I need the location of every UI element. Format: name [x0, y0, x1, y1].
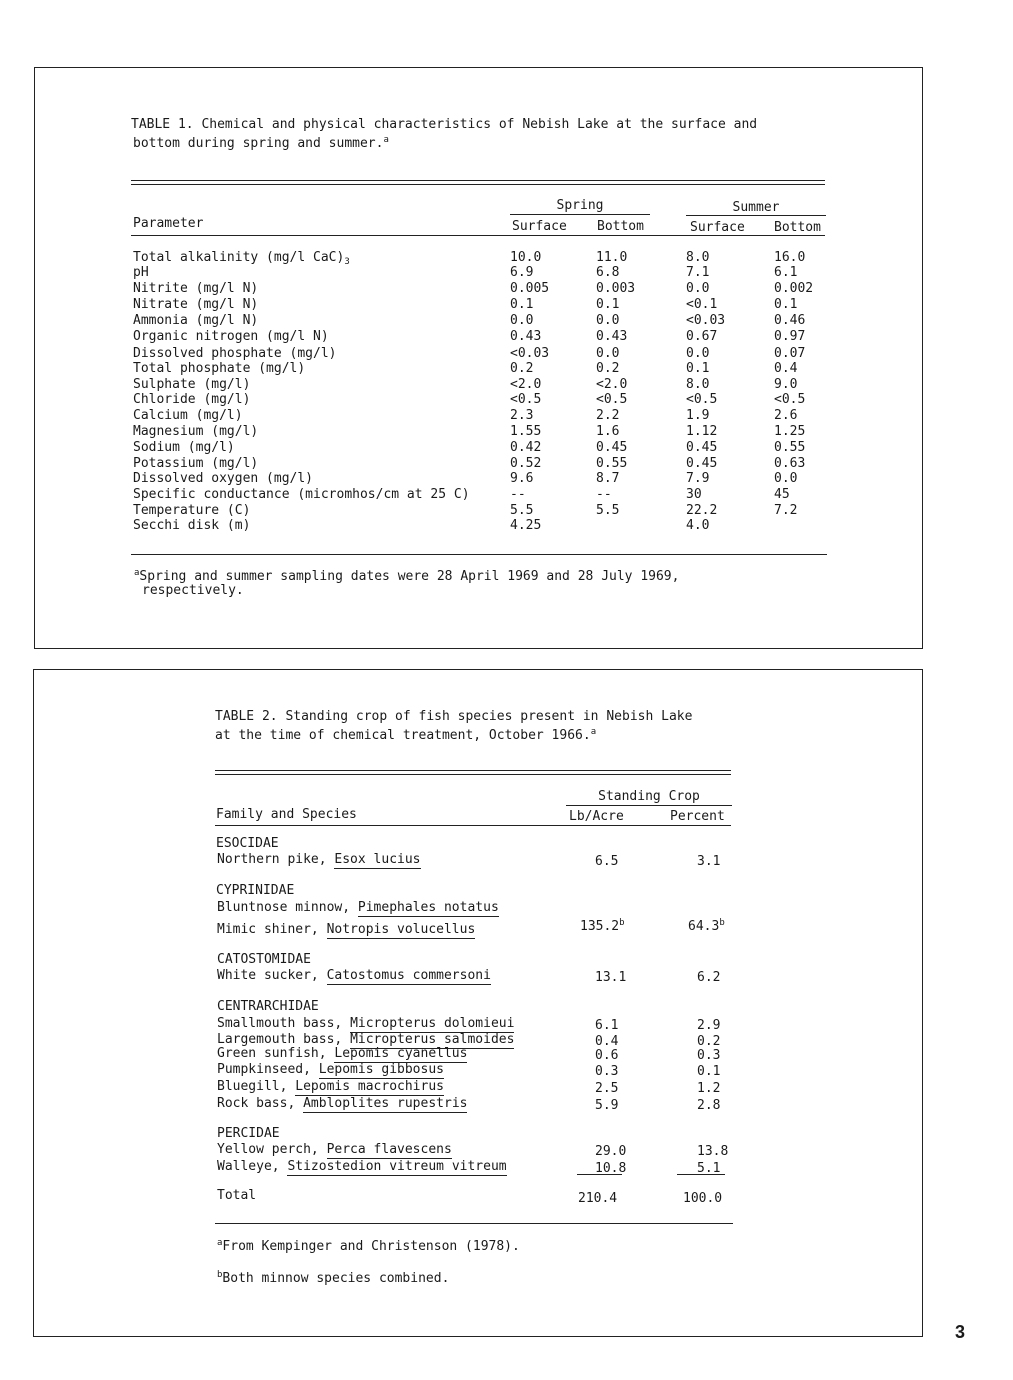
table1-value-cell: <2.0 — [596, 377, 628, 392]
table1-value-cell: 45 — [774, 487, 790, 502]
table1-value-cell: <2.0 — [510, 377, 542, 392]
table1-param-cell: Organic nitrogen (mg/l N) — [133, 329, 329, 344]
table1-value-cell: <0.5 — [510, 392, 542, 407]
combined-mark-lb: b — [619, 918, 625, 928]
table1-caption-footnote-mark: a — [383, 135, 389, 145]
table2-footnote-b: $^b$Both minnow species combined. — [217, 1270, 450, 1286]
table1-value-cell: <0.5 — [686, 392, 718, 407]
table1-param-cell: Dissolved phosphate (mg/l) — [133, 346, 337, 361]
table1-footnote-mark: a — [134, 568, 140, 578]
table1-param-cell: Temperature (C) — [133, 503, 251, 518]
table1-value-cell: 0.4 — [774, 361, 798, 376]
table1-value-cell: 0.1 — [686, 361, 710, 376]
table1-value-cell: 6.1 — [774, 265, 798, 280]
table1-value-cell: 1.25 — [774, 424, 806, 439]
table2-group-rule — [566, 805, 732, 806]
table1-value-cell: 0.67 — [686, 329, 718, 344]
table1-value-cell: 0.43 — [510, 329, 542, 344]
table1-summer-rule — [686, 215, 826, 216]
species-row — [217, 900, 499, 915]
species-row — [217, 1046, 467, 1061]
species-common-name: Mimic shiner, — [217, 922, 319, 937]
table1-group-summer: Summer — [732, 200, 780, 215]
table1-value-cell: 8.0 — [686, 250, 710, 265]
combined-mark-pct: b — [719, 918, 725, 928]
table1-value-cell: 0.63 — [774, 456, 806, 471]
species-percent: 0.2 — [697, 1034, 721, 1049]
table1-value-cell: 0.45 — [686, 456, 718, 471]
table1-spring-rule — [510, 214, 650, 215]
family-cyprinidae: CYPRINIDAE — [216, 883, 295, 898]
species-lb-acre: 0.4 — [595, 1034, 619, 1049]
family-esocidae: ESOCIDAE — [216, 836, 279, 851]
species-scientific-name: Lepomis macrochirus — [295, 1079, 444, 1094]
species-percent: 2.9 — [697, 1018, 721, 1033]
species-lb-acre: 10.8 — [595, 1161, 627, 1176]
table1-param-cell: Secchi disk (m) — [133, 518, 251, 533]
table1-param-cell: Nitrite (mg/l N) — [133, 281, 259, 296]
table1-value-cell: 0.2 — [596, 361, 620, 376]
table2-total-lb: 210.4 — [578, 1191, 618, 1206]
species-scientific-name: Lepomis gibbosus — [318, 1062, 444, 1077]
table1-value-cell: -- — [596, 487, 612, 502]
table1-value-cell: 1.9 — [686, 408, 710, 423]
table1-param-cell: Potassium (mg/l) — [133, 456, 259, 471]
table2-footnote-b-mark: b — [217, 1270, 223, 1280]
species-row — [217, 1096, 467, 1111]
species-scientific-name: Perca flavescens — [326, 1142, 452, 1157]
table1-footnote-line2: respectively. — [142, 583, 244, 598]
table1-value-cell: 0.1 — [596, 297, 620, 312]
table1-value-cell: 2.6 — [774, 408, 798, 423]
species-row — [217, 1079, 444, 1094]
table1-value-cell: 0.46 — [774, 313, 806, 328]
table1-param-cell: pH — [133, 265, 149, 280]
table1-value-cell: 5.5 — [510, 503, 534, 518]
table1-value-cell: 9.0 — [774, 377, 798, 392]
table1-param-cell: Chloride (mg/l) — [133, 392, 251, 407]
table1-value-cell: 0.07 — [774, 346, 806, 361]
species-percent: 13.8 — [697, 1144, 729, 1159]
species-row — [217, 1142, 452, 1157]
table1-value-cell: <0.1 — [686, 297, 718, 312]
table1-param-cell: Dissolved oxygen (mg/l) — [133, 471, 314, 486]
table1-value-cell: 9.6 — [510, 471, 534, 486]
table1-value-cell: 6.9 — [510, 265, 534, 280]
table1-value-cell: 30 — [686, 487, 702, 502]
table2-caption-line1: TABLE 2. Standing crop of fish species present in Nebish Lake — [215, 709, 693, 724]
table1-value-cell: 0.0 — [596, 313, 620, 328]
table2-caption-line2: at the time of chemical treatment, October 1966.$^a$ — [215, 727, 597, 743]
species-common-name: Largemouth bass, — [217, 1032, 343, 1047]
species-common-name: Smallmouth bass, — [217, 1016, 343, 1031]
table1-param-cell: Total alkalinity (mg/l $CaC)_3$ — [133, 250, 350, 267]
species-percent: 3.1 — [697, 854, 721, 869]
table1-value-cell: 0.45 — [596, 440, 628, 455]
table2-top-double-rule — [215, 770, 731, 775]
species-scientific-name: Lepomis cyanellus — [334, 1046, 468, 1061]
table1-param-cell: Calcium (mg/l) — [133, 408, 243, 423]
table1-value-cell: 7.2 — [774, 503, 798, 518]
table1-value-cell: 4.25 — [510, 518, 542, 533]
table1-value-cell: 0.005 — [510, 281, 550, 296]
table1-value-cell: <0.5 — [774, 392, 806, 407]
species-percent: 6.2 — [697, 970, 721, 985]
species-lb-acre: 13.1 — [595, 970, 627, 985]
table1-value-cell: 0.42 — [510, 440, 542, 455]
table2-footnote-a-mark: a — [217, 1238, 223, 1248]
species-row — [217, 968, 491, 983]
table1-value-cell: 7.1 — [686, 265, 710, 280]
table1-bottom-rule — [131, 554, 827, 555]
table1-value-cell: 0.0 — [686, 281, 710, 296]
table1-caption-line2: bottom during spring and summer.$^a$ — [133, 135, 389, 151]
species-scientific-name: Catostomus commersoni — [326, 968, 491, 983]
table1-param-cell: Total phosphate (mg/l) — [133, 361, 306, 376]
table1-header-rule — [131, 235, 825, 236]
table1-value-cell: 0.1 — [774, 297, 798, 312]
species-percent: 5.1 — [697, 1161, 721, 1176]
table2-caption-footnote-mark: a — [590, 727, 597, 737]
table1-group-spring: Spring — [556, 198, 604, 213]
table1-value-cell: 2.2 — [596, 408, 620, 423]
species-scientific-name: Stizostedion vitreum vitreum — [287, 1159, 507, 1174]
table1-value-cell: 1.55 — [510, 424, 542, 439]
table1-value-cell: 1.6 — [596, 424, 620, 439]
table1-value-cell: 11.0 — [596, 250, 628, 265]
table1-value-cell: 8.0 — [686, 377, 710, 392]
family-centrarchidae: CENTRARCHIDAE — [217, 999, 319, 1014]
table1-value-cell: 2.3 — [510, 408, 534, 423]
table1-param-cell: Ammonia (mg/l N) — [133, 313, 259, 328]
table1-col-spring-bottom: Bottom — [597, 219, 644, 234]
species-common-name: Northern pike, — [217, 852, 327, 867]
species-lb-acre: 29.0 — [595, 1144, 627, 1159]
table1-value-cell: 7.9 — [686, 471, 710, 486]
table1-value-cell: 1.12 — [686, 424, 718, 439]
family-percidae: PERCIDAE — [217, 1126, 280, 1141]
page-number: 3 — [955, 1322, 966, 1342]
species-row — [217, 1062, 444, 1077]
species-common-name: Pumpkinseed, — [217, 1062, 311, 1077]
table1-value-cell: <0.03 — [510, 346, 550, 361]
table1-param-cell: Sodium (mg/l) — [133, 440, 235, 455]
species-common-name: Walleye, — [217, 1159, 280, 1174]
table1-value-cell: 0.1 — [510, 297, 534, 312]
table2-minnow-lb: 135.2$^b$ — [580, 918, 625, 934]
table1-value-cell: 0.003 — [596, 281, 636, 296]
table2-total-label: Total — [217, 1188, 257, 1203]
species-percent: 0.3 — [697, 1048, 721, 1063]
table2-bottom-rule — [215, 1223, 733, 1224]
table1-param-cell: Nitrate (mg/l N) — [133, 297, 259, 312]
table1-param-cell: Specific conductance (micromhos/cm at 25 C) — [133, 487, 470, 502]
species-lb-acre: 6.1 — [595, 1018, 619, 1033]
table1-param-cell: Sulphate (mg/l) — [133, 377, 251, 392]
species-scientific-name: Esox lucius — [334, 852, 421, 867]
species-percent: 0.1 — [697, 1064, 721, 1079]
species-percent: 2.8 — [697, 1098, 721, 1113]
species-lb-acre: 0.6 — [595, 1048, 619, 1063]
table1-value-cell: 6.8 — [596, 265, 620, 280]
table1-value-cell: 0.45 — [686, 440, 718, 455]
species-scientific-name: Micropterus dolomieui — [350, 1016, 515, 1031]
table1-value-cell: 22.2 — [686, 503, 718, 518]
species-scientific-name: Micropterus salmoides — [350, 1032, 515, 1047]
species-common-name: Rock bass, — [217, 1096, 296, 1111]
table1-top-double-rule — [131, 180, 825, 185]
table1-value-cell: -- — [510, 487, 526, 502]
species-common-name: Bluntnose minnow, — [217, 900, 351, 915]
species-row — [217, 1159, 507, 1174]
table1-value-cell: 0.97 — [774, 329, 806, 344]
table1-value-cell: <0.03 — [686, 313, 726, 328]
table1-value-cell: <0.5 — [596, 392, 628, 407]
table2-percidae-pct-rule — [677, 1174, 725, 1175]
table1-value-cell: 4.0 — [686, 518, 710, 533]
table2-footnote-a: $^a$From Kempinger and Christenson (1978). — [217, 1238, 520, 1254]
table1-value-cell: 0.55 — [596, 456, 628, 471]
species-lb-acre: 5.9 — [595, 1098, 619, 1113]
table2-minnow-pct: 64.3$^b$ — [688, 918, 725, 934]
table2-header-rule — [215, 825, 731, 826]
table1-value-cell: 16.0 — [774, 250, 806, 265]
table2-col-family: Family and Species — [216, 807, 357, 822]
table1-param-cell: Magnesium (mg/l) — [133, 424, 259, 439]
table2-col-percent: Percent — [670, 809, 725, 824]
species-lb-acre: 2.5 — [595, 1081, 619, 1096]
table1-value-cell: 0.52 — [510, 456, 542, 471]
species-row — [217, 922, 475, 937]
species-common-name: Bluegill, — [217, 1079, 288, 1094]
species-row — [217, 852, 421, 867]
table1-col-summer-surface: Surface — [690, 220, 745, 235]
species-lb-acre: 0.3 — [595, 1064, 619, 1079]
table1-value-cell: 5.5 — [596, 503, 620, 518]
table1-col-spring-surface: Surface — [512, 219, 567, 234]
species-common-name: Green sunfish, — [217, 1046, 327, 1061]
species-common-name: White sucker, — [217, 968, 319, 983]
table2-group-standing-crop: Standing Crop — [598, 789, 700, 804]
table1-value-cell: 10.0 — [510, 250, 542, 265]
table1-value-cell: 0.0 — [596, 346, 620, 361]
table2-col-lb: Lb/Acre — [569, 809, 624, 824]
species-lb-acre: 6.5 — [595, 854, 619, 869]
table1-value-cell: 0.2 — [510, 361, 534, 376]
species-scientific-name: Notropis volucellus — [326, 922, 476, 937]
table1-value-cell: 0.0 — [686, 346, 710, 361]
table1-caption-line1: TABLE 1. Chemical and physical characteristics of Nebish Lake at the surface and — [131, 117, 758, 132]
species-row — [217, 1032, 514, 1047]
table1-value-cell: 8.7 — [596, 471, 620, 486]
table1-col-parameter: Parameter — [133, 216, 204, 231]
family-catostomidae: CATOSTOMIDAE — [217, 952, 311, 967]
table1-value-cell: 0.0 — [510, 313, 534, 328]
species-scientific-name: Pimephales notatus — [357, 900, 499, 915]
species-scientific-name: Ambloplites rupestris — [303, 1096, 468, 1111]
table1-col-summer-bottom: Bottom — [774, 220, 821, 235]
table2-total-pct: 100.0 — [683, 1191, 723, 1206]
table1-value-cell: 0.0 — [774, 471, 798, 486]
species-row — [217, 1016, 514, 1031]
table1-footnote-line1: $^a$Spring and summer sampling dates were 28 April 1969 and 28 July 1969, — [134, 568, 680, 584]
table1-value-cell: 0.002 — [774, 281, 814, 296]
species-common-name: Yellow perch, — [217, 1142, 319, 1157]
species-percent: 1.2 — [697, 1081, 721, 1096]
table2-percidae-lb-rule — [577, 1174, 622, 1175]
table1-value-cell: 0.43 — [596, 329, 628, 344]
table1-value-cell: 0.55 — [774, 440, 806, 455]
